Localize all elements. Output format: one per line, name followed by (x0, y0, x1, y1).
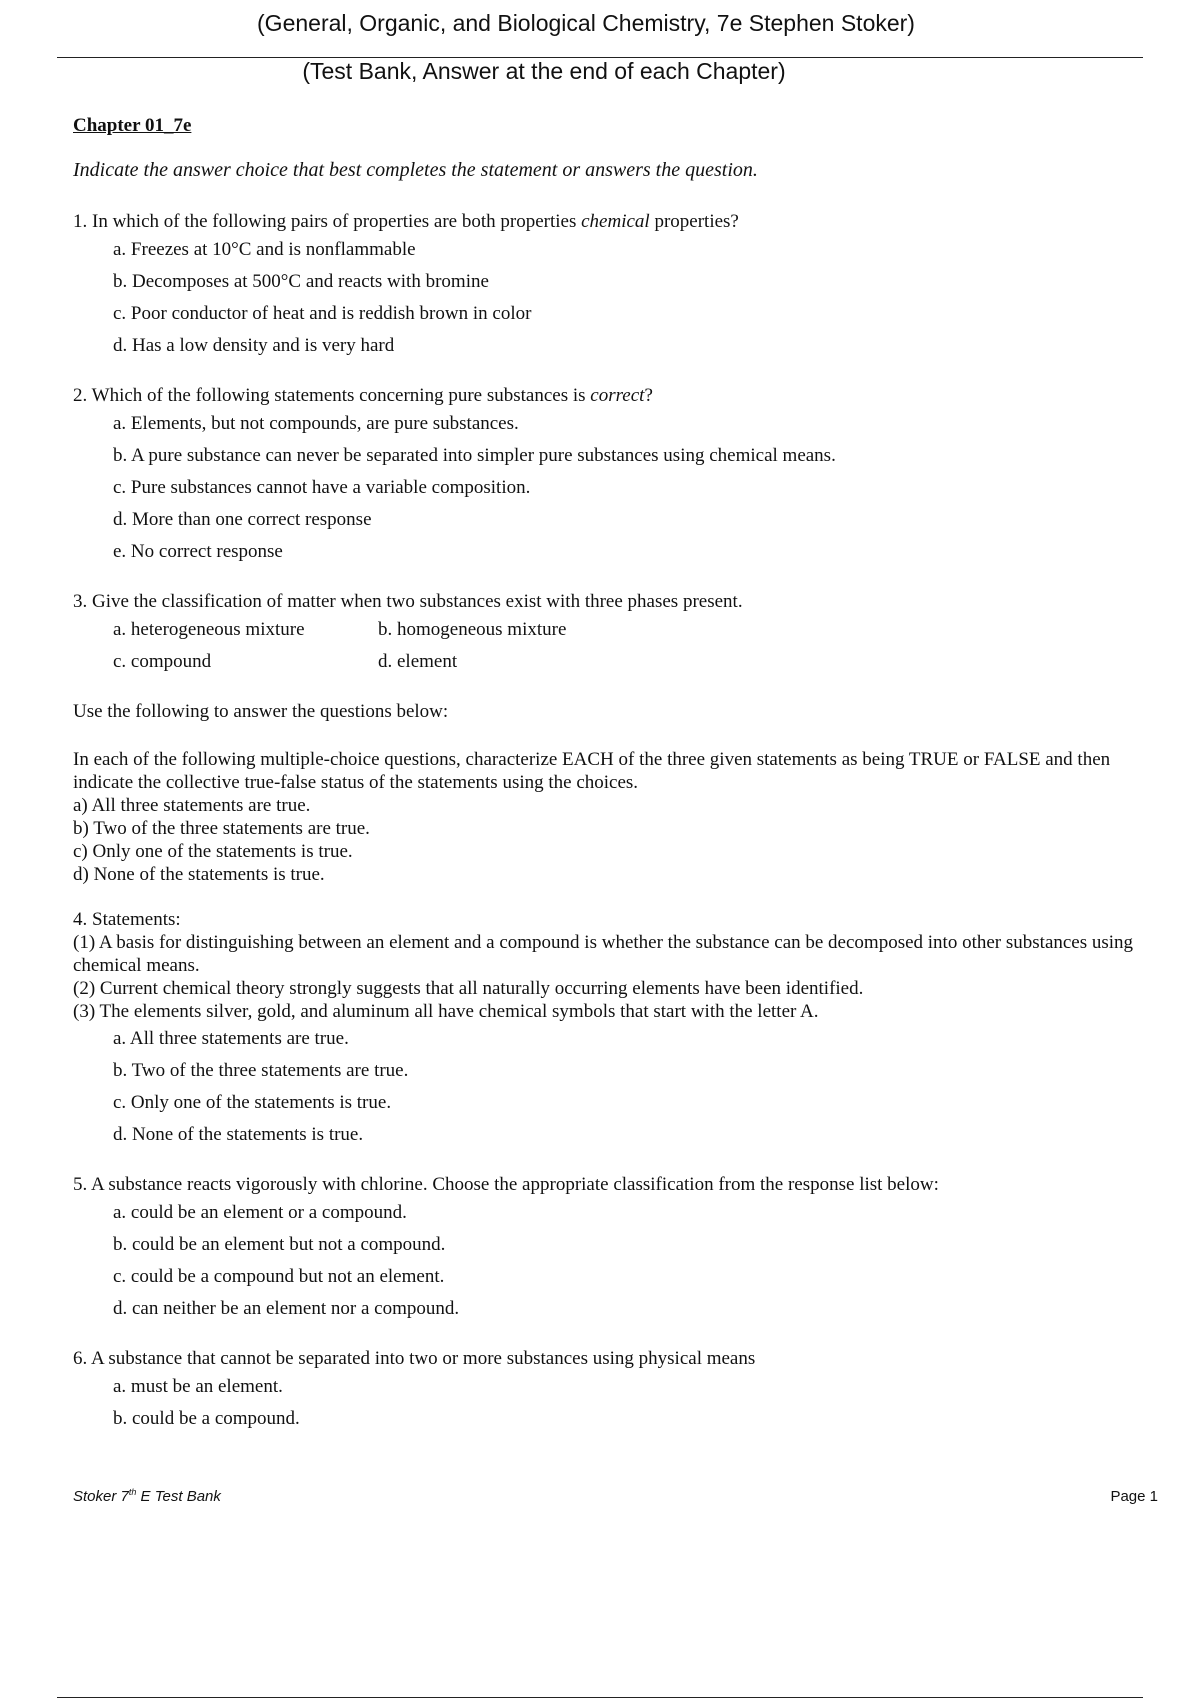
answer-option: c. Poor conductor of heat and is reddish brown in color (113, 303, 532, 324)
document-header-title: (General, Organic, and Biological Chemistry, 7e Stephen Stoker) (257, 10, 915, 36)
shared-choice: d) None of the statements is true. (73, 864, 325, 885)
answer-option: c. compound (113, 651, 212, 672)
answer-option: b. Decomposes at 500°C and reacts with bromine (113, 271, 489, 292)
question-stem: 3. Give the classification of matter when two substances exist with three phases present. (73, 591, 743, 612)
answer-option: b. could be an element but not a compound. (113, 1234, 446, 1255)
statement: (3) The elements silver, gold, and aluminum all have chemical symbols that start with the letter A. (73, 1001, 819, 1022)
answer-options-grid (113, 618, 1163, 674)
answer-option: d. element (378, 651, 458, 672)
use-following-note: Use the following to answer the questions below: (73, 701, 449, 722)
document-header-subtitle: (Test Bank, Answer at the end of each Chapter) (302, 58, 786, 84)
shared-choice: b) Two of the three statements are true. (73, 818, 370, 839)
answer-option: a. must be an element. (113, 1376, 283, 1397)
answer-option: b. A pure substance can never be separated into simpler pure substances using chemical means. (113, 445, 836, 466)
answer-option: d. Has a low density and is very hard (113, 335, 395, 356)
answer-option: a. could be an element or a compound. (113, 1202, 407, 1223)
test-bank-content (73, 114, 1163, 1457)
answer-option: d. can neither be an element nor a compound. (113, 1298, 460, 1319)
question-5 (73, 1173, 1163, 1321)
answer-option: e. No correct response (113, 541, 283, 562)
shared-intro: In each of the following multiple-choice questions, characterize EACH of the three given statements as being TRUE or FALSE and then indicate the collective true-false status of the statements using the choices. (73, 749, 1111, 793)
question-6 (73, 1347, 1163, 1431)
statement: (2) Current chemical theory strongly suggests that all naturally occurring elements have been identified. (73, 978, 864, 999)
question-4 (73, 908, 1163, 1147)
answer-option: b. could be a compound. (113, 1408, 300, 1429)
question-stem: 2. Which of the following statements concerning pure substances is correct? (73, 385, 653, 406)
instructions: Indicate the answer choice that best completes the statement or answers the question. (73, 159, 758, 181)
question-stem: 6. A substance that cannot be separated into two or more substances using physical means (73, 1348, 756, 1369)
answer-option: a. heterogeneous mixture (113, 619, 305, 640)
answer-option: c. Pure substances cannot have a variable composition. (113, 477, 531, 498)
answer-option: c. Only one of the statements is true. (113, 1092, 392, 1113)
answer-option: a. All three statements are true. (113, 1028, 349, 1049)
answer-option: c. could be a compound but not an element. (113, 1266, 445, 1287)
question-stem: 1. In which of the following pairs of properties are both properties chemical properties? (73, 211, 739, 232)
shared-choice: c) Only one of the statements is true. (73, 841, 353, 862)
statements-label: 4. Statements: (73, 909, 181, 930)
answer-option: a. Elements, but not compounds, are pure substances. (113, 413, 519, 434)
answer-option: a. Freezes at 10°C and is nonflammable (113, 239, 416, 260)
question-3 (73, 590, 1163, 674)
answer-option: d. None of the statements is true. (113, 1124, 364, 1145)
question-2 (73, 384, 1163, 564)
page-number: Page 1 (1110, 1488, 1158, 1505)
answer-option: d. More than one correct response (113, 509, 372, 530)
page-bottom-rule (57, 1697, 1143, 1698)
answer-option: b. Two of the three statements are true. (113, 1060, 409, 1081)
shared-choice: a) All three statements are true. (73, 795, 311, 816)
statement: (1) A basis for distinguishing between an element and a compound is whether the substance can be decomposed into other substances using chemical means. (73, 932, 1134, 976)
footer-book-title: Stoker 7th E Test Bank (73, 1487, 221, 1505)
shared-instructions (73, 748, 1163, 886)
chapter-title: Chapter 01_7e (73, 115, 192, 136)
question-1 (73, 210, 1163, 358)
question-stem: 5. A substance reacts vigorously with chlorine. Choose the appropriate classification from the response list below: (73, 1174, 939, 1195)
answer-option: b. homogeneous mixture (378, 619, 567, 640)
